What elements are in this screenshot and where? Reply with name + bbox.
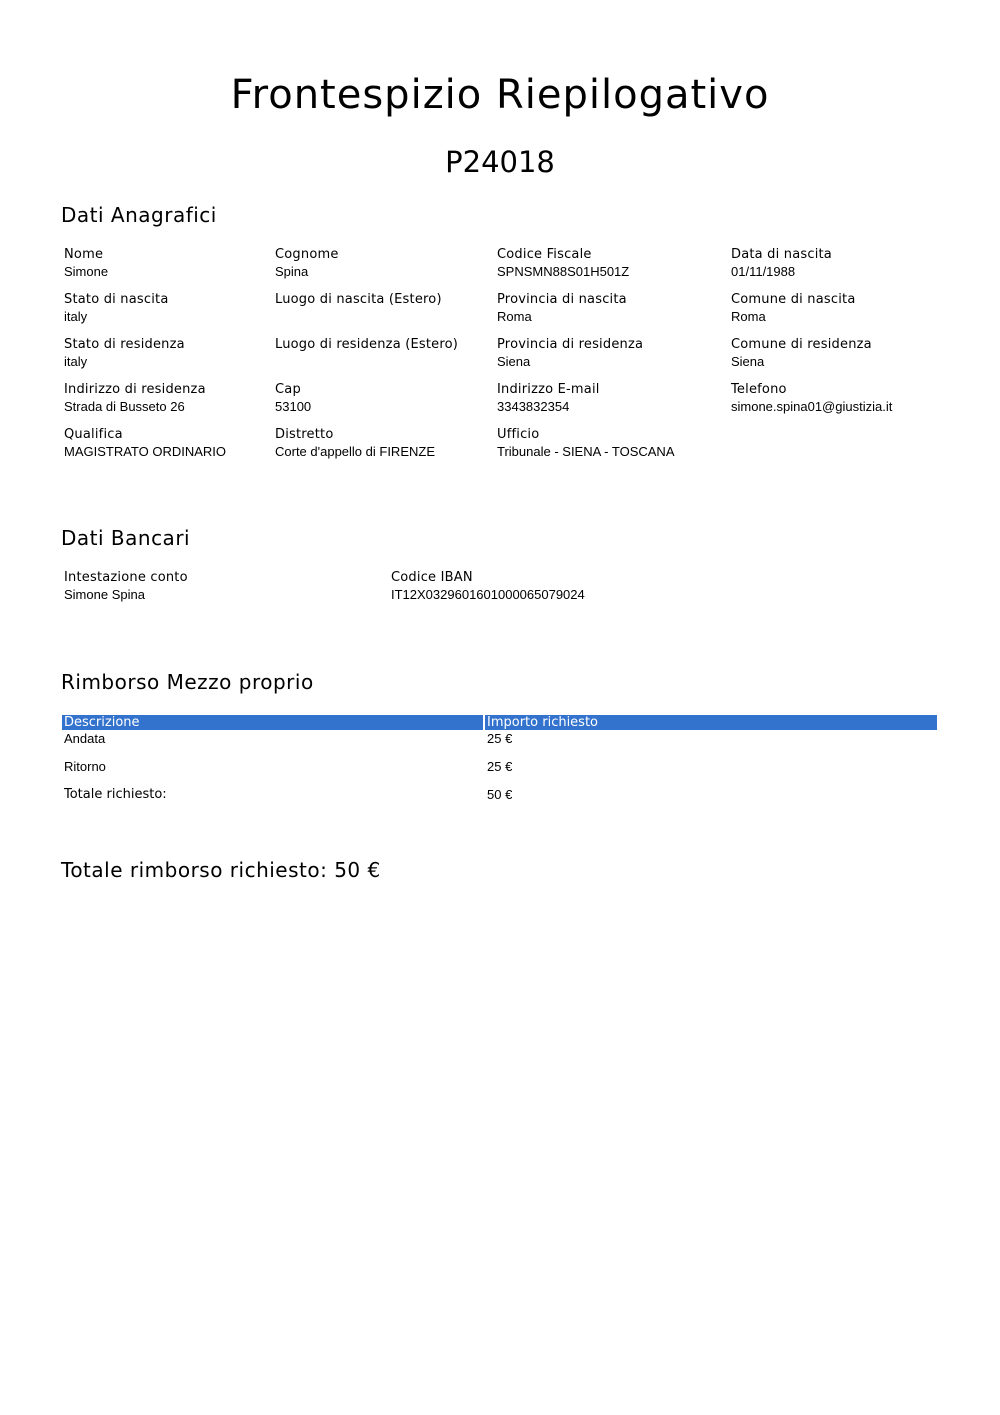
field-provincia-nascita: [497, 291, 627, 325]
table-row: [62, 758, 937, 786]
field-intestazione-conto: [64, 569, 188, 603]
field-value: Corte d'appello di FIRENZE: [275, 444, 435, 459]
field-label: Luogo di nascita (Estero): [275, 292, 442, 307]
field-label: Luogo di residenza (Estero): [275, 337, 459, 352]
field-value: Siena: [497, 354, 531, 369]
field-label: Nome: [64, 247, 104, 262]
field-value: simone.spina01@giustizia.it: [731, 399, 893, 414]
field-label: Stato di nascita: [64, 292, 169, 307]
section-heading-banca: Dati Bancari: [61, 526, 191, 550]
field-value: italy: [64, 309, 88, 324]
field-label: Distretto: [275, 427, 334, 442]
table-cell-importo: 25 €: [487, 731, 513, 746]
column-header-descrizione: Descrizione: [62, 715, 483, 730]
field-value: Tribunale - SIENA - TOSCANA: [497, 444, 675, 459]
field-qualifica: [64, 426, 226, 460]
document-code: P24018: [445, 145, 555, 179]
field-label: Qualifica: [64, 427, 123, 442]
section-heading-rimborso: Rimborso Mezzo proprio: [61, 670, 314, 694]
field-value: MAGISTRATO ORDINARIO: [64, 444, 227, 459]
table-cell-importo: 50 €: [487, 787, 513, 802]
table-row: [62, 730, 937, 758]
field-email: [497, 381, 600, 415]
field-label: Comune di nascita: [731, 292, 856, 307]
field-label: Intestazione conto: [64, 570, 188, 585]
table-cell-importo: 25 €: [487, 759, 513, 774]
field-value: Siena: [731, 354, 765, 369]
field-label: Telefono: [731, 382, 787, 397]
field-label: Provincia di residenza: [497, 337, 644, 352]
field-label: Cognome: [275, 247, 339, 262]
field-comune-nascita: [731, 291, 856, 325]
field-label: Indirizzo E-mail: [497, 382, 600, 397]
field-label: Data di nascita: [731, 247, 832, 262]
table-cell-descrizione: Andata: [64, 731, 106, 746]
column-header-importo: Importo richiesto: [485, 715, 937, 730]
field-label: Indirizzo di residenza: [64, 382, 206, 397]
field-label: Provincia di nascita: [497, 292, 627, 307]
table-header: [62, 715, 937, 730]
field-cognome: [275, 246, 339, 280]
section-heading-anagrafica: Dati Anagrafici: [61, 203, 217, 227]
field-value: Spina: [275, 264, 309, 279]
field-luogo-nascita-estero: [275, 291, 442, 308]
field-indirizzo-residenza: [64, 381, 206, 415]
field-value: 3343832354: [497, 399, 570, 414]
field-telefono: [731, 381, 892, 415]
table-row: [62, 786, 937, 814]
field-value: 53100: [275, 399, 312, 414]
field-codice-iban: [391, 569, 585, 603]
field-distretto: [275, 426, 435, 460]
field-label: Cap: [275, 382, 301, 397]
field-codice-fiscale: [497, 246, 629, 280]
field-provincia-residenza: [497, 336, 643, 370]
table-cell-descrizione: Totale richiesto:: [64, 787, 167, 802]
field-value: Roma: [497, 309, 532, 324]
field-stato-nascita: [64, 291, 169, 325]
field-label: Stato di residenza: [64, 337, 185, 352]
totale-rimborso: Totale rimborso richiesto: 50 €: [61, 858, 381, 882]
field-value: italy: [64, 354, 88, 369]
field-value: Roma: [731, 309, 766, 324]
field-ufficio: [497, 426, 675, 460]
field-label: Codice IBAN: [391, 570, 473, 585]
field-luogo-residenza-estero: [275, 336, 458, 353]
field-value: IT12X0329601601000065079024: [391, 587, 585, 602]
field-stato-residenza: [64, 336, 185, 370]
field-value: Strada di Busseto 26: [64, 399, 185, 414]
field-value: Simone: [64, 264, 109, 279]
table-cell-descrizione: Ritorno: [64, 759, 106, 774]
field-label: Comune di residenza: [731, 337, 872, 352]
field-nome: [64, 246, 108, 280]
rimborso-table: [62, 715, 937, 814]
field-label: Codice Fiscale: [497, 247, 592, 262]
field-data-nascita: [731, 246, 832, 280]
field-comune-residenza: [731, 336, 872, 370]
field-value: SPNSMN88S01H501Z: [497, 264, 630, 279]
field-cap: [275, 381, 311, 415]
field-value: Simone Spina: [64, 587, 145, 602]
field-label: Ufficio: [497, 427, 540, 442]
document-title: Frontespizio Riepilogativo: [230, 72, 770, 118]
field-value: 01/11/1988: [731, 264, 796, 279]
